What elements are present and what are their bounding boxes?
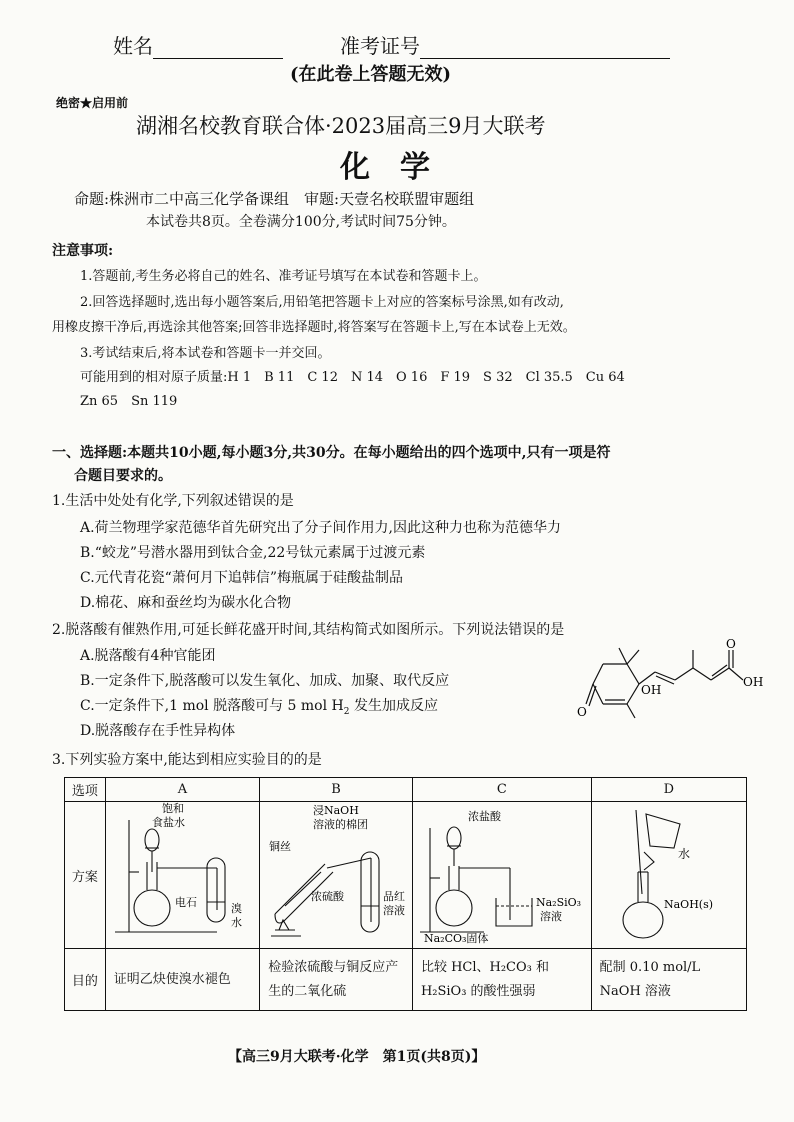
label-d-2: NaOH(s) [663,898,713,911]
col-option-header: 选项 [65,778,106,802]
exam-id-field [340,30,670,59]
q2-option-c-text: C.一定条件下,1 mol 脱落酸可与 5 mol H [80,698,344,714]
col-option-c: C [412,778,591,802]
atomic-masses-a: 可能用到的相对原子质量:H 1 B 11 C 12 N 14 O 16 F 19 S 32 Cl 35.5 Cu 64 [80,370,625,385]
structure-o-acid: O [726,637,736,651]
apparatus-b [261,802,411,944]
q1-stem: 1.生活中处处有化学,下列叙述错误的是 [52,493,294,509]
label-b-1: 浸NaOH [313,804,359,817]
page-footer: 【高三9月大联考·化学 第1页(共8页)】 [228,1049,486,1065]
exam-info: 本试卷共8页。全卷满分100分,考试时间75分钟。 [146,214,456,230]
purpose-c [412,949,591,1011]
label-a-2: 食盐水 [152,816,186,829]
row-scheme-header: 方案 [65,802,106,949]
label-a-3: 电石 [175,896,198,909]
authors-line: 命题:株洲市二中高三化学备课组 审题:天壹名校联盟审题组 [74,190,475,208]
label-a-4: 溴 [231,902,243,915]
confidential-mark: 绝密★启用前 [56,96,129,110]
label-c-2: Na₂SiO₃ [535,896,581,909]
instruction-1: 1.答题前,考生务必将自己的姓名、准考证号填写在本试卷和答题卡上。 [80,269,487,284]
instruction-2b: 用橡皮擦干净后,再选涂其他答案;回答非选择题时,将答案写在答题卡上,写在本试卷上无效。 [52,320,576,335]
row-purpose-header: 目的 [65,949,106,1011]
purpose-b: 检验浓硫酸与铜反应产生的二氧化硫 [260,949,413,1011]
exam-title: 湖湘名校教育联合体·2023届高三9月大联考 [136,114,546,138]
label-b-3: 铜丝 [269,840,292,853]
apparatus-a [107,802,257,944]
scheme-d [591,802,746,949]
label-b-6: 溶液 [383,904,406,917]
instruction-3: 3.考试结束后,将本试卷和答题卡一并交回。 [80,346,331,361]
name-label: 姓名 [113,34,153,58]
q2-option-b[interactable]: B.一定条件下,脱落酸可以发生氧化、加成、加聚、取代反应 [80,673,450,689]
exam-id-blank[interactable] [420,36,670,59]
purpose-c-line1: 比较 HCl、H₂CO₃ 和 [420,959,550,975]
instruction-2a: 2.回答选择题时,选出每小题答案后,用铅笔把答题卡上对应的答案标号涂黑,如有改动, [80,295,564,310]
purpose-d-line2: NaOH 溶液 [599,983,671,999]
q2-option-a[interactable]: A.脱落酸有4种官能团 [80,648,216,664]
q3-stem: 3.下列实验方案中,能达到相应实验目的的是 [52,752,322,768]
name-field [113,30,283,59]
col-option-b: B [260,778,413,802]
q2-stem: 2.脱落酸有催熟作用,可延长鲜花盛开时间,其结构简式如图所示。下列说法错误的是 [52,622,565,638]
atomic-masses-b: Zn 65 Sn 119 [80,394,178,409]
col-option-d: D [591,778,746,802]
label-d-1: 水 [677,847,690,861]
purpose-a: 证明乙炔使溴水褪色 [105,949,259,1011]
col-option-a: A [105,778,259,802]
q1-option-b[interactable]: B.“蛟龙”号潜水器用到钛合金,22号钛元素属于过渡元素 [80,545,426,561]
label-c-1: 浓盐酸 [467,810,501,823]
scheme-c [412,802,591,949]
name-blank[interactable] [153,36,283,59]
exam-id-label: 准考证号 [340,34,420,58]
label-b-4: 浓硫酸 [311,890,345,903]
label-c-4: Na₂CO₃固体 [423,932,489,944]
q2-option-d[interactable]: D.脱落酸存在手性异构体 [80,723,236,739]
instructions-heading: 注意事项: [52,243,114,259]
section1-heading-a: 一、选择题:本题共10小题,每小题3分,共30分。在每小题给出的四个选项中,只有一项是符 [52,445,611,461]
q2-option-c-subscript: 2 [343,706,350,717]
structure-o-ketone: O [577,705,587,719]
scheme-a [105,802,259,949]
abscisic-acid-structure [575,632,775,722]
purpose-d [591,949,746,1011]
apparatus-c [414,802,590,944]
structure-oh-acid: OH [743,675,764,689]
subject-title: 化 学 [340,150,430,185]
answer-notice: (在此卷上答题无效) [290,64,452,85]
section1-heading-b: 合题目要求的。 [74,468,172,484]
purpose-d-line1: 配制 0.10 mol/L [599,959,701,975]
apparatus-d [594,802,744,944]
q2-option-c[interactable] [80,695,438,717]
label-a-1: 饱和 [162,802,185,815]
experiment-table [64,777,747,1011]
structure-oh-ring: OH [641,683,662,697]
label-b-2: 溶液的棉团 [313,818,369,831]
q1-option-d[interactable]: D.棉花、麻和蚕丝均为碳水化合物 [80,595,292,611]
scheme-b [260,802,413,949]
q2-option-c-text-end: 发生加成反应 [349,698,438,714]
q1-option-c[interactable]: C.元代青花瓷“萧何月下追韩信”梅瓶属于硅酸盐制品 [80,570,403,586]
label-a-5: 水 [231,916,243,929]
label-c-3: 溶液 [539,910,562,923]
purpose-c-line2: H₂SiO₃ 的酸性强弱 [420,983,536,999]
q1-option-a[interactable]: A.荷兰物理学家范德华首先研究出了分子间作用力,因此这种力也称为范德华力 [80,520,562,536]
label-b-5: 品红 [383,890,406,903]
